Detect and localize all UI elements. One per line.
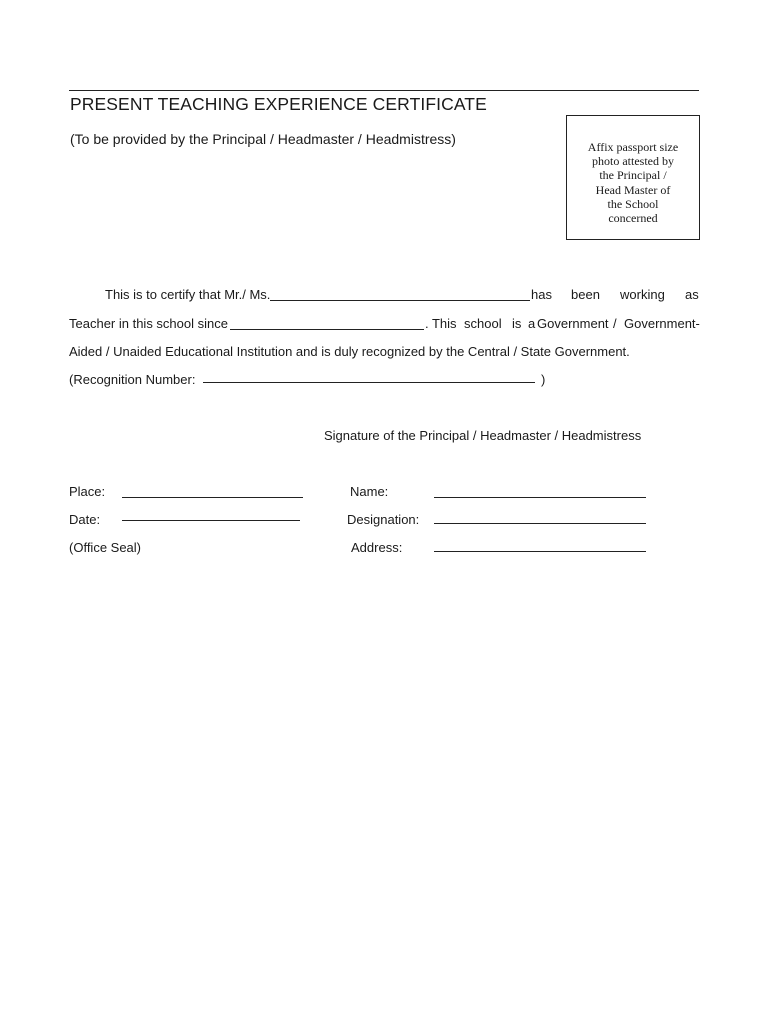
photo-box-instructions: Affix passport size photo attested by the Principal / Head Master of the School concerned bbox=[587, 140, 679, 226]
principal-name-blank bbox=[434, 497, 646, 498]
page-subtitle: (To be provided by the Principal / Headmaster / Headmistress) bbox=[70, 131, 456, 147]
word-a: a bbox=[528, 316, 536, 331]
designation-label: Designation: bbox=[347, 512, 420, 527]
address-label: Address: bbox=[351, 540, 403, 555]
word-been: been bbox=[571, 287, 600, 302]
word-has: has bbox=[531, 287, 552, 302]
word-government: Government bbox=[537, 316, 609, 331]
passport-photo-box bbox=[566, 115, 700, 240]
teacher-since-text: Teacher in this school since bbox=[69, 316, 228, 331]
word-government-hyphen: Government- bbox=[624, 316, 700, 331]
date-label: Date: bbox=[69, 512, 101, 527]
signature-label: Signature of the Principal / Headmaster / Headmistress bbox=[324, 428, 642, 443]
word-is: is bbox=[512, 316, 522, 331]
word-working: working bbox=[620, 287, 665, 302]
place-blank bbox=[122, 497, 303, 498]
word-school: school bbox=[464, 316, 502, 331]
name-label: Name: bbox=[350, 484, 389, 499]
recognition-close: ) bbox=[541, 372, 546, 387]
top-rule bbox=[69, 90, 699, 91]
institution-text: Aided / Unaided Educational Institution and is duly recognized by the Central / State Government. bbox=[69, 344, 630, 359]
office-seal-label: (Office Seal) bbox=[69, 540, 142, 555]
date-blank bbox=[122, 520, 300, 521]
word-slash: / bbox=[613, 316, 617, 331]
address-blank bbox=[434, 551, 646, 552]
since-date-blank bbox=[230, 329, 424, 330]
place-label: Place: bbox=[69, 484, 106, 499]
page-title: PRESENT TEACHING EXPERIENCE CERTIFICATE bbox=[70, 94, 487, 114]
certify-intro: This is to certify that Mr./ Ms. bbox=[105, 287, 271, 302]
designation-blank bbox=[434, 523, 646, 524]
name-blank bbox=[270, 300, 530, 301]
word-as: as bbox=[685, 287, 699, 302]
recognition-label: (Recognition Number: bbox=[69, 372, 196, 387]
recognition-number-blank bbox=[203, 382, 535, 383]
word-this: . This bbox=[425, 316, 457, 331]
